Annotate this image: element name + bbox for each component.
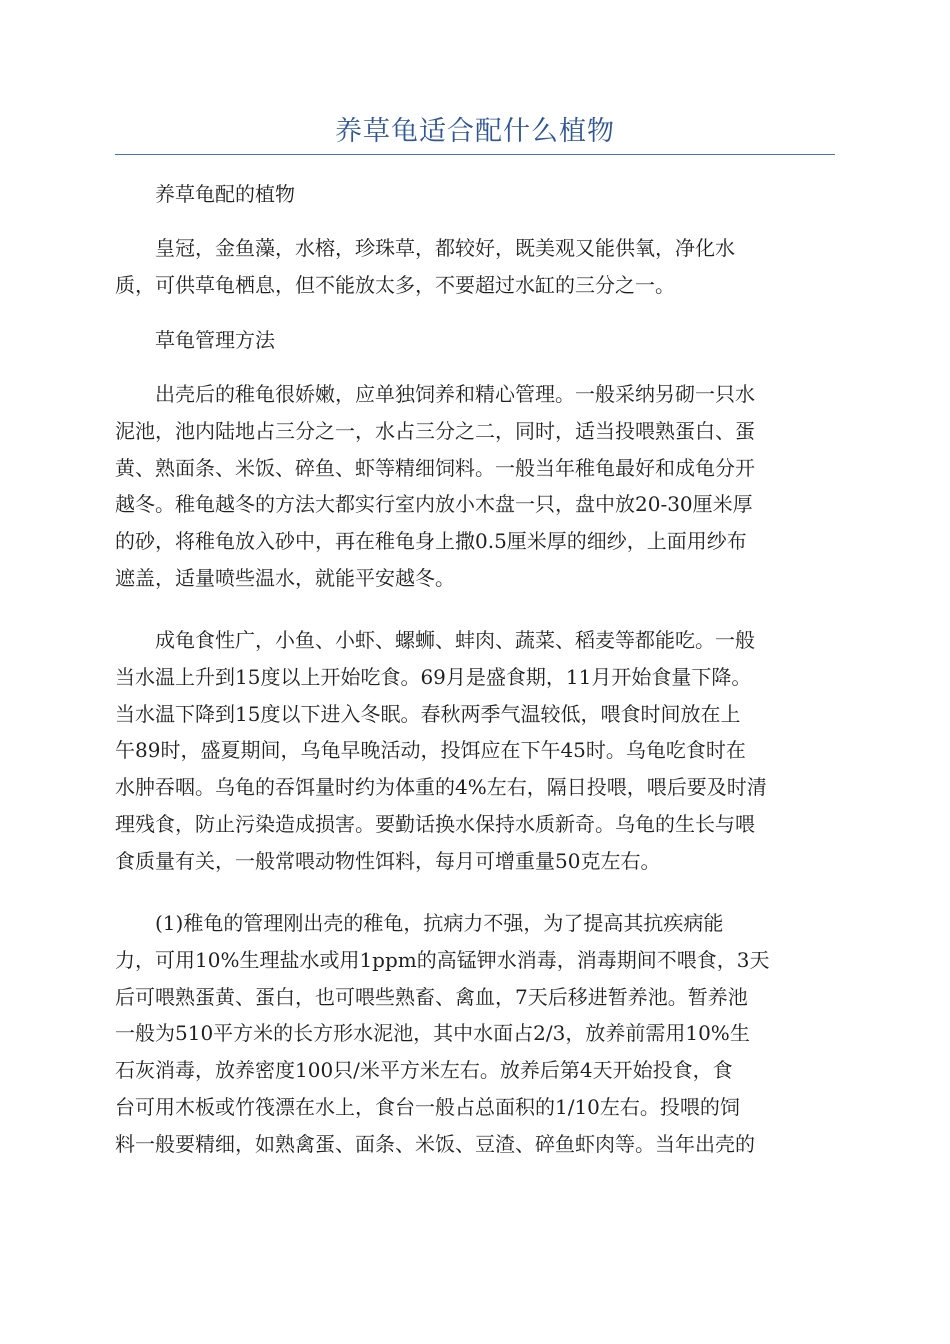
paragraph-heading-management: 草龟管理方法 (155, 328, 275, 352)
document-title: 养草龟适合配什么植物 (335, 116, 615, 147)
paragraph-heading-plants: 养草龟配的植物 (155, 182, 295, 206)
paragraph-hatchling-care: (1)稚龟的管理刚出壳的稚龟，抗病力不强，为了提高其抗疾病能 力，可用10%生理盐水或用1ppm的高锰钾水消毒，消毒期间不喂食，3天 后可喂熟蛋黄、蛋白，也可喂些熟畜、禽血，7天后移进暂养池。暂养池 一般为510平方米的长方形水泥池，其中水面占2/3，放养前需用10%生 石灰消毒，放养密度100只/米平方米左右。放养后第4天开始投食，食 台可用木板或竹筏漂在水上，食台一般占总面积的1/10左右。投喂的饲 料一般要精细，如熟禽蛋、面条、米饭、豆渣、碎鱼虾肉等。当年出壳的 (115, 911, 770, 1156)
paragraph-plants: 皇冠，金鱼藻，水榕，珍珠草，都较好，既美观又能供氧，净化水 质，可供草龟栖息，但不能放太多，不要超过水缸的三分之一。 (115, 236, 735, 297)
paragraph-adult-feeding: 成龟食性广，小鱼、小虾、螺蛳、蚌肉、蔬菜、稻麦等都能吃。一般 当水温上升到15度以上开始吃食。69月是盛食期，11月开始食量下降。 当水温下降到15度以下进入冬眠。春秋两季气温较低，喂食时间放在上 午89时，盛夏期间，乌龟早晚活动，投饵应在下午45时。乌龟吃食时在 水肿吞咽。乌龟的吞饵量时约为体重的4%左右，隔日投喂，喂后要及时清 理残食，防止污染造成损害。要勤话换水保持水质新奇。乌龟的生长与喂 食质量有关，一般常喂动物性饵料，每月可增重量50克左右。 (115, 628, 767, 873)
paragraph-hatchlings: 出壳后的稚龟很娇嫩，应单独饲养和精心管理。一般采纳另砌一只水 泥池，池内陆地占三分之一，水占三分之二，同时，适当投喂熟蛋白、蛋 黄、熟面条、米饭、碎鱼、虾等精细饲料。一般当年稚龟最好和成龟分开 越冬。稚龟越冬的方法大都实行室内放小木盘一只，盘中放20-30厘米厚 的砂，将稚龟放入砂中，再在稚龟身上撒0.5厘米厚的细纱，上面用纱布 遮盖，适量喷些温水，就能平安越冬。 (115, 382, 755, 590)
title-underline (115, 154, 835, 155)
